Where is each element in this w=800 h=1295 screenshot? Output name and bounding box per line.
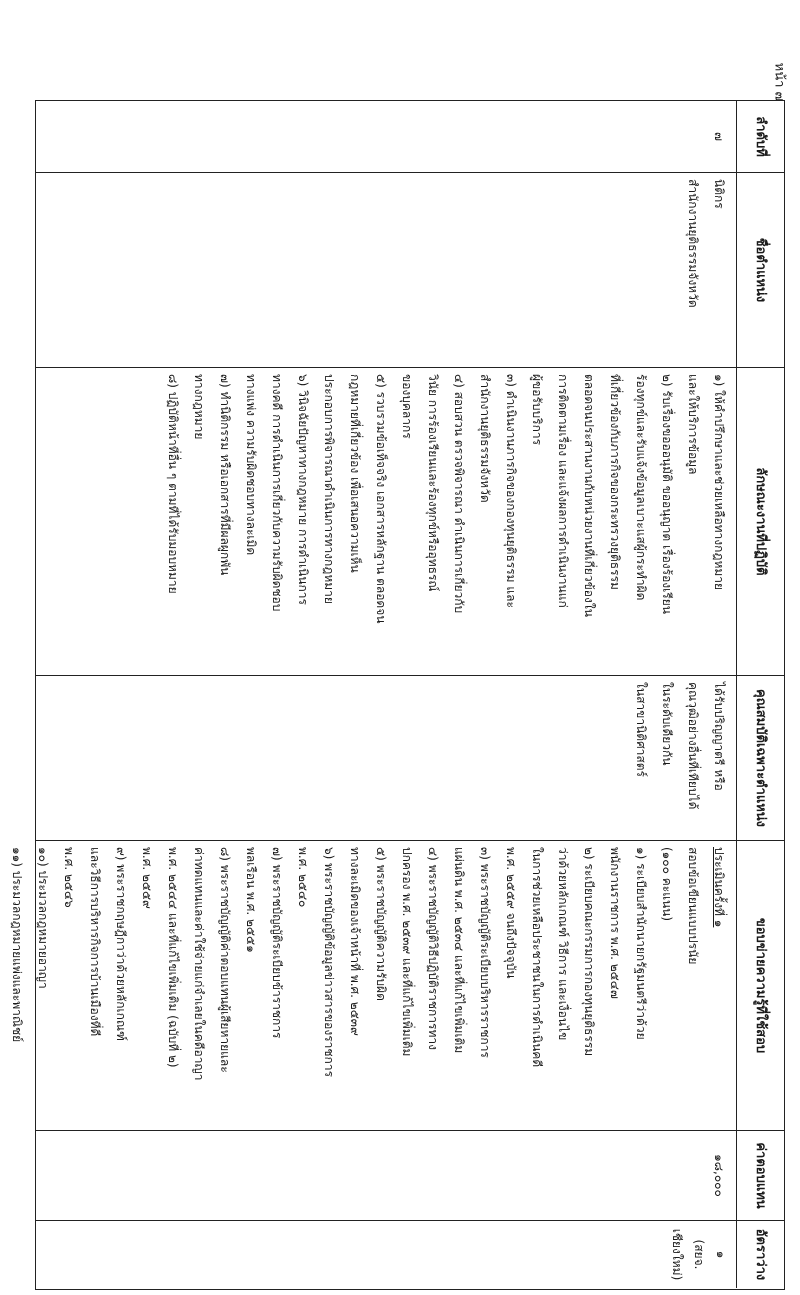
order-value: ๗ [712,131,726,142]
exam-topic-line: พ.ศ. ๒๕๕๙ จนถึงปัจจุบัน [504,847,518,979]
exam-topic-line: ๑) ระเบียบสำนักนายกรัฐมนตรีว่าด้วย [634,847,648,1040]
vacancy-line: (สยจ. [692,1239,706,1270]
exam-topic-line: ๕) พระราชบัญญัติความรับผิด [374,847,388,1001]
duty-line: ทางคดี การดำเนินการเกี่ยวกับความรับผิดชอบ [270,374,284,612]
exam-heading: ประเมินครั้งที่ ๑ [712,847,726,928]
position-table [10,100,785,1290]
exam-topic-line: ๙) พระราชกฤษฎีกาว่าด้วยหลักเกณฑ์ [114,847,128,1041]
header-position: ชื่อตำแหน่ง [736,173,784,368]
exam-topic-line: ๒) ระเบียบคณะกรรมการกองทุนยุติธรรม [582,847,596,1057]
exam-topic-line: พ.ศ. ๒๕๔๔ และที่แก้ไขเพิ่มเติม (ฉบับที่ ๒) [166,847,180,1068]
qualification-line: ในสาขานิติศาสตร์ [634,682,648,777]
header-duties: ลักษณะงานที่ปฏิบัติ [736,368,784,676]
duty-line: ประกอบการพิจารณาดำเนินการทางกฎหมาย [322,374,336,604]
duty-line: ๘) ปฏิบัติหน้าที่อื่น ๆ ตามที่ได้รับมอบหมาย [166,374,180,594]
duty-line: ร้องทุกข์และรับแจ้งข้อมูลเบาะแสผู้กระทำผิด [634,374,648,601]
exam-topic-line: และวิธีการบริหารกิจการบ้านเมืองที่ดี [88,847,102,1037]
duty-line: สำนักงานยุติธรรมจังหวัด [478,374,492,503]
duty-line: ๓) ดำเนินงานภารกิจของกองทุนยุติธรรม และ [504,374,518,608]
exam-topic-line: (๑๐๐ คะแนน) [660,847,674,922]
duty-line: ๗) ทำนิติกรรม หรือเอกสารที่มีผลผูกพัน [218,374,232,576]
position-office: สำนักงานยุติธรรมจังหวัด [686,179,700,308]
duty-line: ทางแพ่ง ความรับผิดชอบทางละเมิด [244,374,258,556]
cell-salary [36,1131,736,1221]
duty-line: ผู้ขอรับบริการ [530,374,544,446]
exam-topic-line: ในการช่วยเหลือประชาชนในการดำเนินคดี [530,847,544,1068]
page-number-text: หน้า ๗ [771,62,787,102]
header-order: ลำดับที่ [736,101,784,173]
duty-line: ๔) สอบสวน ตรวจพิจารณา ดำเนินการเกี่ยวกับ [452,374,466,614]
duty-line: ที่เกี่ยวข้องกับภารกิจของกระทรวงยุติธรรม [608,374,622,590]
exam-topic-line: สอบข้อเขียนแบบปรนัย [686,847,700,965]
exam-topic-line: ค่าทดแทนและค่าใช้จ่ายแก่จำเลยในคดีอาญา [192,847,206,1081]
cell-qualifications [36,676,736,841]
exam-topic-line: พ.ศ. ๒๕๔๐ [296,847,310,908]
qualification-line: ในระดับเดียวกัน [660,682,674,766]
vacancy-line: เชียงใหม่) [670,1228,684,1281]
exam-topic-line: ทางละเมิดของเจ้าหน้าที่ พ.ศ. ๒๕๓๙ [348,847,362,1036]
qualification-line: ได้รับปริญญาตรี หรือ [712,682,726,791]
cell-order [36,101,736,173]
exam-topic-line: ๑๐) ประมวลกฎหมายอาญา [36,847,50,989]
cell-duties [36,368,736,676]
duty-line: ๕) รวบรวมข้อเท็จจริง เอกสารหลักฐาน ตลอดจน [374,374,388,624]
exam-topic-line: พนักงานราชการ พ.ศ. ๒๕๔๗ [608,847,622,999]
header-exam-scope: ขอบข่ายความรู้ที่ใช้สอบ [736,841,784,1131]
duty-line: ๖) วินิจฉัยปัญหาทางกฎหมาย การดำเนินการ [296,374,310,605]
duty-line: ๒) รับเรื่องขอออนุมัติ ขออนุญาต เรื่องร้องเรียน [660,374,674,614]
exam-topic-line: พลเรือน พ.ศ. ๒๕๕๑ [244,847,258,953]
position-title: นิติกร [712,179,726,209]
exam-topic-line: ปกครอง พ.ศ. ๒๕๓๙ และที่แก้ไขเพิ่มเติม [400,847,414,1057]
duty-line: กฎหมายที่เกี่ยวข้อง เพื่อเสนอความเห็น [348,374,362,573]
qualification-line: คุณวุฒิอย่างอื่นที่เทียบได้ [686,682,700,810]
page-number [768,62,792,102]
duty-line: การติดตามเรื่อง และแจ้งผลการดำเนินงานแก่ [556,374,570,608]
exam-topic-line [0,847,4,1124]
cell-exam-scope [10,841,736,1131]
exam-topic-line: ๖) พระราชบัญญัติข้อมูลข่าวสารของราชการ [322,847,336,1078]
cell-vacancies [36,1221,736,1288]
exam-topic-line: ว่าด้วยหลักเกณฑ์ วิธีการ และเงื่อนไข [556,847,570,1041]
duty-line: ตลอดจนประสานงานกับหน่วยงานที่เกี่ยวข้องใน [582,374,596,617]
header-vacancies: อัตราว่าง [736,1221,784,1288]
exam-topic-line: พ.ศ. ๒๕๕๙ [140,847,154,909]
duty-line: วินัย การร้องเรียนและร้องทุกข์หรืออุทธรณ์ [426,374,440,592]
vacancy-line: ๑ [714,1250,728,1259]
exam-topic-line: ๓) พระราชบัญญัติระเบียบบริหารราชการ [478,847,492,1058]
exam-topic-line: พ.ศ. ๒๕๔๖ [62,847,76,908]
header-qualifications: คุณสมบัติเฉพาะตำแหน่ง [736,676,784,841]
exam-topic-line: ๔) พระราชบัญญัติวิธีปฏิบัติราชการทาง [426,847,440,1050]
salary-value: ๑๘,๐๐๐ [712,1154,726,1197]
exam-topic-line: ๘) พระราชบัญญัติค่าตอบแทนผู้เสียหายและ [218,847,232,1073]
header-salary: ค่าตอบแทน [736,1131,784,1221]
exam-topic-line: ๗) พระราชบัญญัติระเบียบข้าราชการ [270,847,284,1039]
duty-line: ทางกฎหมาย [192,374,206,440]
duty-line: ๑) ให้คำปรึกษาและช่วยเหลือทางกฎหมาย [712,374,726,591]
duty-line: ของบุคลากร [400,374,414,439]
cell-position [36,173,736,368]
exam-topic-line: ๑๑) ประมวลกฎหมายแพ่งและพาณิชย์ [10,847,24,1043]
exam-topic-line: แผ่นดิน พ.ศ. ๒๕๓๔ และที่แก้ไขเพิ่มเติม [452,847,466,1054]
duty-line: และให้บริการข้อมูล [686,374,700,475]
